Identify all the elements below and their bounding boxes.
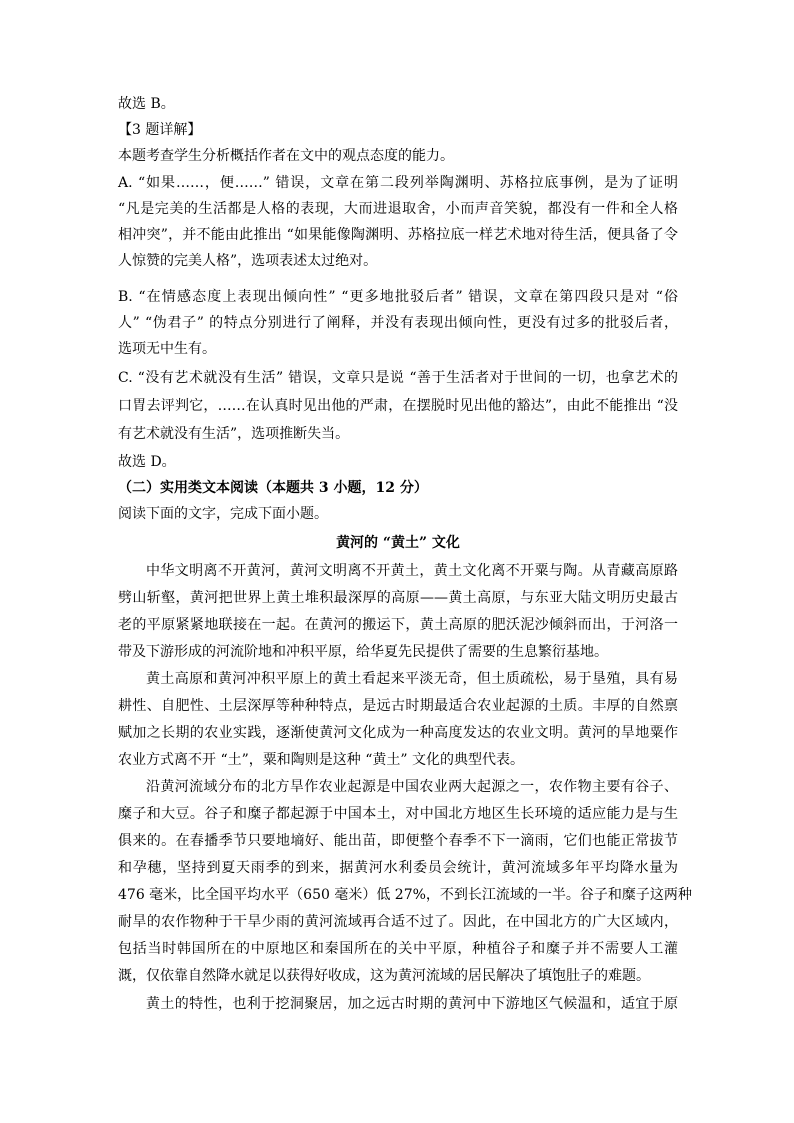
paragraph-line: 黄土高原和黄河冲积平原上的黄土看起来平淡无奇，但土质疏松，易于垦殖，具有易 — [146, 671, 678, 687]
option-b-line: B. “在情感态度上表现出倾向性” “更多地批驳后者” 错误，文章在第四段只是对 “俗 — [118, 289, 678, 305]
answer-d: 故选 D。 — [118, 454, 176, 470]
paragraph-line: 赋加之长期的农业实践，逐渐使黄河文化成为一种高度发达的农业文明。黄河的旱地粟作 — [118, 725, 678, 741]
paragraph-line: 耕性、自肥性、土层深厚等种种特点，是远古时期最适合农业起源的土质。丰厚的自然禀 — [118, 698, 678, 714]
paragraph-line: 溉，仅依靠自然降水就足以获得好收成，这为黄河流域的居民解决了填饱肚子的难题。 — [118, 968, 650, 984]
paragraph-line: 黄土的特性，也利于挖洞聚居，加之远古时期的黄河中下游地区气候温和，适宜于原 — [146, 996, 678, 1012]
answer-b: 故选 B。 — [118, 96, 175, 112]
option-c-line: C. “没有艺术就没有生活” 错误，文章只是说 “善于生活者对于世间的一切，也拿艺术的 — [118, 370, 678, 386]
paragraph-line: 和孕穗，坚持到夏天雨季的到来，据黄河水利委员会统计，黄河流域多年平均降水量为 — [118, 860, 678, 876]
option-b-line: 选项无中生有。 — [118, 341, 216, 357]
section-instruction: 阅读下面的文字，完成下面小题。 — [118, 506, 328, 522]
paragraph-line: 耐旱的农作物种于干旱少雨的黄河流域再合适不过了。因此，在中国北方的广大区域内， — [118, 914, 678, 930]
paragraph-line: 农业方式离不开 “土”，粟和陶则是这种 “黄土” 文化的典型代表。 — [118, 752, 524, 768]
paragraph-line: 沿黄河流域分布的北方旱作农业起源是中国农业两大起源之一，农作物主要有谷子、 — [146, 779, 678, 795]
option-a-line: 相冲突”，并不能由此推出 “如果能像陶渊明、苏格拉底一样艺术地对待生活，便具备了令 — [118, 227, 678, 243]
paragraph-line: 劈山斩壑，黄河把世界上黄土堆积最深厚的高原——黄土高原，与东亚大陆文明历史最古 — [118, 590, 678, 606]
paragraph-line: 带及下游形成的河流阶地和冲积平原，给华夏先民提供了需要的生息繁衍基地。 — [118, 644, 608, 660]
article-title: 黄河的 “黄土” 文化 — [336, 535, 460, 551]
paragraph-line: 俱来的。在春播季节只要地墒好、能出苗，即便整个春季不下一滴雨，它们也能正常拔节 — [118, 833, 678, 849]
paragraph-line: 包括当时韩国所在的中原地区和秦国所在的关中平原，种植谷子和糜子并不需要人工灌 — [118, 941, 678, 957]
paragraph-line: 476 毫米，比全国平均水平（650 毫米）低 27%，不到长江流域的一半。谷子和糜子这两种 — [118, 887, 692, 903]
paragraph-line: 老的平原紧紧地联接在一起。在黄河的搬运下，黄土高原的肥沃泥沙倾斜而出，于河洛一 — [118, 617, 678, 633]
option-a-line: A. “如果……，便……” 错误，文章在第二段列举陶渊明、苏格拉底事例，是为了证明 — [118, 175, 678, 191]
q3-intro: 本题考查学生分析概括作者在文中的观点态度的能力。 — [118, 148, 454, 164]
option-c-line: 有艺术就没有生活”，选项推断失当。 — [118, 426, 350, 442]
option-c-line: 口胃去评判它，……在认真时见出他的严肃，在摆脱时见出他的豁达”，由此不能推出 “没 — [118, 398, 678, 414]
option-b-line: 人” “伪君子” 的特点分别进行了阐释，并没有表现出倾向性，更没有过多的批驳后者， — [118, 315, 678, 331]
paragraph-line: 中华文明离不开黄河，黄河文明离不开黄土，黄土文化离不开粟与陶。从青藏高原路 — [146, 563, 678, 579]
q3-heading: 【3 题详解】 — [118, 122, 202, 138]
option-a-line: 人惊赞的完美人格”，选项表述太过绝对。 — [118, 253, 378, 269]
paragraph-line: 糜子和大豆。谷子和糜子都起源于中国本土，对中国北方地区生长环境的适应能力是与生 — [118, 806, 678, 822]
option-a-line: “凡是完美的生活都是人格的表现，大而进退取舍，小而声音笑貌，都没有一件和全人格 — [118, 201, 678, 217]
section-heading: （二）实用类文本阅读（本题共 3 小题，12 分） — [118, 480, 428, 496]
